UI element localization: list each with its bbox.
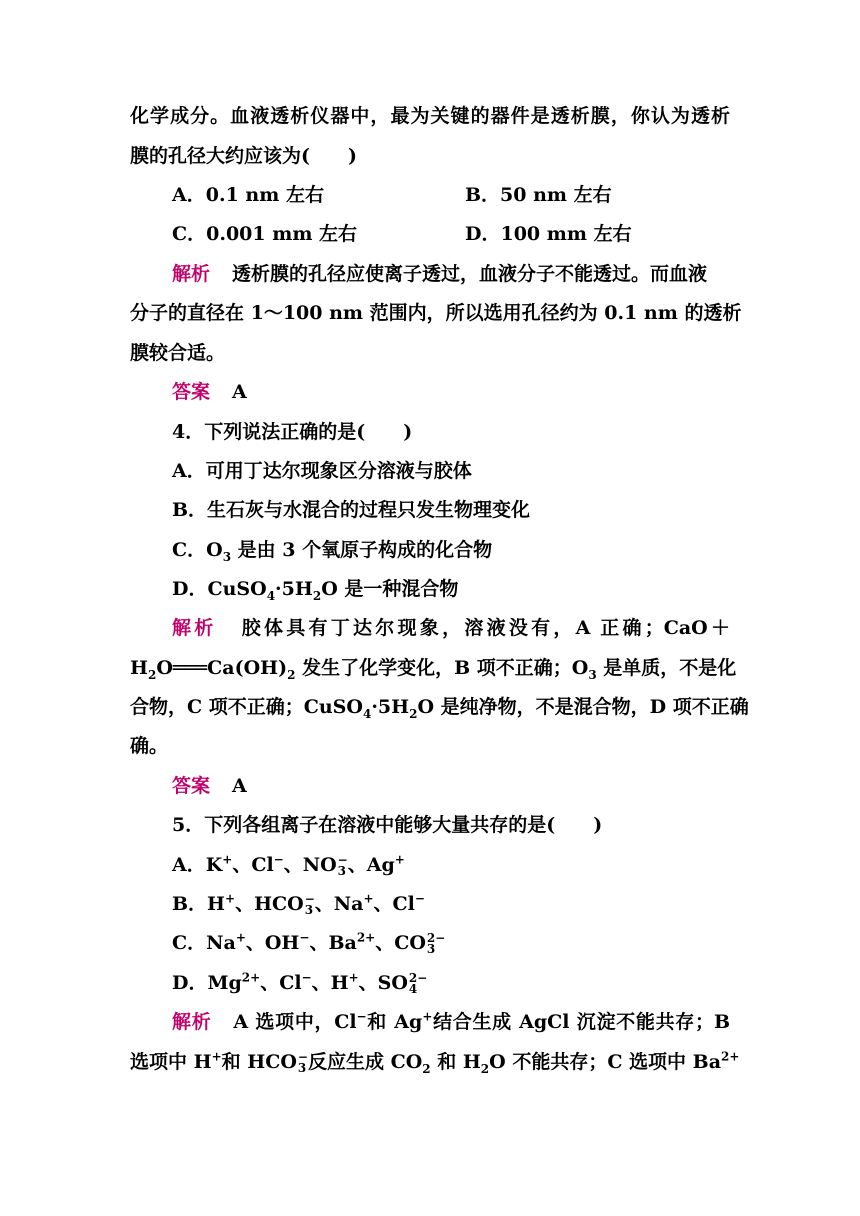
q3-stem-line-1: 化学成分。血液透析仪器中，最为关键的器件是透析膜，你认为透析 xyxy=(130,105,730,127)
q4-option-c: C．$O_3$ 是由 3 个氧原子构成的化合物 xyxy=(172,539,493,564)
q3-analysis-line-3: 膜较合适。 xyxy=(130,342,226,364)
q3-option-b: B．50 nm 左右 xyxy=(465,184,612,206)
q4-option-d: D．$CuSO_4\cdot 5H_2O$ 是一种混合物 xyxy=(172,578,459,603)
q3-option-a: A．0.1 nm 左右 xyxy=(172,184,324,206)
q4-analysis-line-1: 解析 胶体具有丁达尔现象，溶液没有，A 正确；CaO＋ xyxy=(172,617,730,639)
q3-answer-value: A xyxy=(232,381,247,403)
answer-label: 答案 xyxy=(172,381,211,403)
answer-label: 答案 xyxy=(172,775,211,797)
q3-option-c: C．0.001 mm 左右 xyxy=(172,223,358,245)
q3-analysis-text-1: 透析膜的孔径应使离子透过，血液分子不能透过。而血液 xyxy=(232,263,708,285)
q4-answer-line xyxy=(172,771,772,801)
analysis-label: 解析 xyxy=(172,1011,212,1033)
q3-analysis-line-2: 分子的直径在 1～100 nm 范围内，所以选用孔径约为 0.1 nm 的透析 xyxy=(130,302,742,324)
q4-option-a: A．可用丁达尔现象区分溶液与胶体 xyxy=(172,460,472,482)
q3-analysis-line-1 xyxy=(172,259,730,289)
q4-analysis-line-2: $H_2O═══Ca(OH)_2$ 发生了化学变化，B 项不正确；$O_3$ 是单质，不是化 xyxy=(130,657,737,682)
q5-analysis-line-1: 解析 A 选项中，Cl−和 Ag+结合生成 AgCl 沉淀不能共存；B xyxy=(172,1009,731,1033)
q4-answer-value: A xyxy=(232,775,247,797)
q4-analysis-line-3: 合物，C 项不正确；$CuSO_4\cdot 5H_2O$ 是纯净物，不是混合物，D 项不正确 xyxy=(130,696,749,721)
q3-stem-line-2: 膜的孔径大约应该为( ) xyxy=(130,145,357,167)
q4-stem: 4．下列说法正确的是( ) xyxy=(172,421,413,443)
q4-analysis-line-4: 确。 xyxy=(130,735,169,757)
analysis-label: 解析 xyxy=(172,263,211,285)
q5-option-b: B．H+、HCO − 3 、Na+、Cl− xyxy=(172,891,425,917)
q5-analysis-line-2: 选项中 H+和 HCO − 3 反应生成 $CO_2$ 和 $H_2O$ 不能共存；C 选项中 $Ba^{2+}$ xyxy=(130,1049,740,1076)
q5-option-c: C．Na+、OH−、$Ba^{2+}$、CO 2− 3 xyxy=(172,930,446,956)
analysis-label: 解析 xyxy=(172,617,217,639)
q5-option-a: A．K+、Cl−、NO − 3 、Ag+ xyxy=(172,852,405,878)
q5-stem: 5．下列各组离子在溶液中能够大量共存的是( ) xyxy=(172,814,603,836)
q3-answer-line xyxy=(172,377,772,407)
q4-option-b: B．生石灰与水混合的过程只发生物理变化 xyxy=(172,499,531,521)
q3-option-d: D．100 mm 左右 xyxy=(465,223,632,245)
q5-option-d: D．$Mg^{2+}$、Cl−、H+、SO 2− 4 xyxy=(172,970,428,996)
